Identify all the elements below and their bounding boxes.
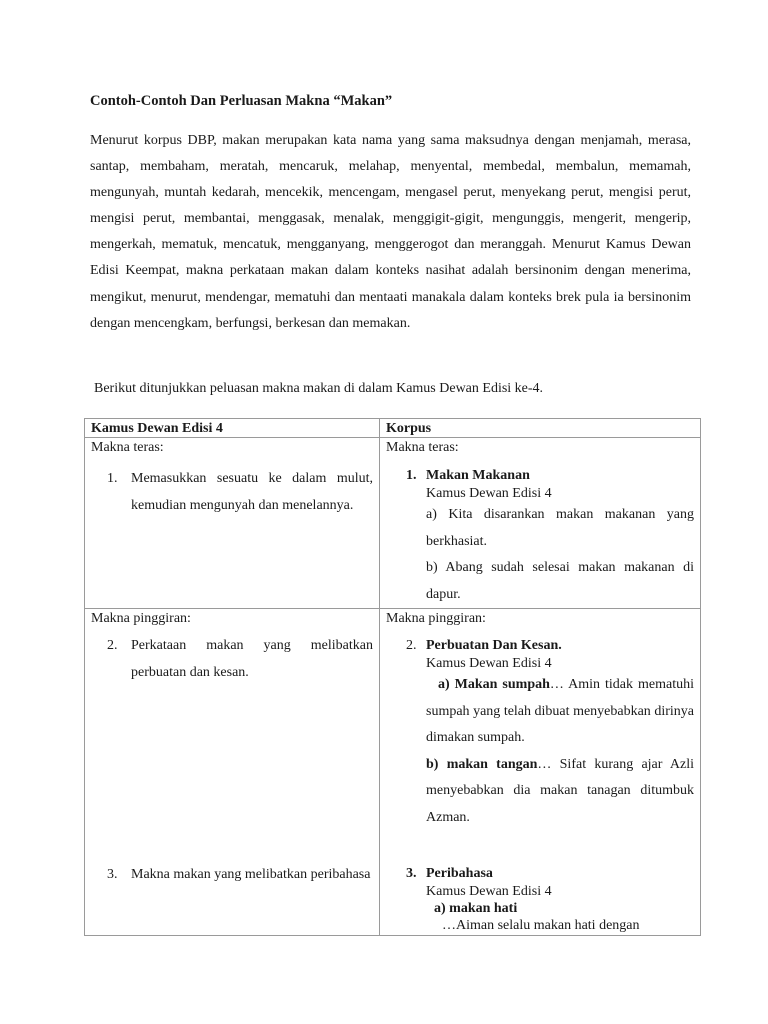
cell-peripheral-korpus (380, 609, 701, 936)
definition-text: Memasukkan sesuatu ke dalam mulut, kemudian mengunyah dan menelannya. (131, 471, 373, 513)
list-number: 2. (406, 638, 417, 653)
example-c-text: …Aiman selalu makan hati dengan (442, 918, 640, 933)
source-label: Kamus Dewan Edisi 4 (426, 884, 552, 899)
list-number: 1. (406, 468, 417, 483)
list-number: 1. (107, 471, 118, 486)
example-a: a) Kita disarankan makan makanan yang berkhasiat. (426, 507, 694, 549)
body-paragraph: Menurut korpus DBP, makan merupakan kata nama yang sama maksudnya dengan menjamah, merasa, santap, membaham, meratah, mencaruk, melahap, menyental, membedal, membalun, memamah, mengunyah, muntah kedarah, mencekik, mencengam, mengasel perut, menyekang perut, mengisi perut, mengisi perut, membantai, menggasak, menalak, menggigit-gigit, mengunggis, mengerit, mengerip, mengerkah, mematuk, mencatuk, mengganyang, menggerogot dan meranggah. Menurut Kamus Dewan Edisi Keempat, makna perkataan makan dalam konteks nasihat adalah bersinonim dengan menerima, mengikut, menurut, mendengar, mematuhi dan mentaati manakala dalam konteks brek pula ia bersinonim dengan mencengkam, berfungsi, berkesan dan memakan. (90, 133, 691, 331)
header-kamus-dewan: Kamus Dewan Edisi 4 (85, 419, 380, 438)
example-b: b) Abang sudah selesai makan makanan di dapur. (426, 560, 694, 602)
list-number: 3. (107, 867, 118, 882)
example-b (386, 752, 694, 832)
cell-core-korpus (380, 438, 701, 609)
source-label: Kamus Dewan Edisi 4 (426, 486, 552, 501)
example-heading (386, 865, 694, 883)
example-label: b) makan tangan (426, 756, 538, 772)
heading-text: Peribahasa (426, 866, 493, 881)
peripheral-definition-3 (91, 862, 373, 889)
definition-text: Perkataan makan yang melibatkan perbuatan dan kesan. (131, 638, 373, 680)
table-row (85, 438, 701, 609)
cell-peripheral-kamus (85, 609, 380, 936)
source-label: Kamus Dewan Edisi 4 (426, 656, 552, 671)
example-c-label: a) makan hati (434, 901, 518, 916)
meaning-table (84, 418, 701, 936)
peripheral-caption: Makna pinggiran: (386, 611, 486, 626)
heading-text: Perbuatan Dan Kesan. (426, 638, 562, 653)
table-row (85, 609, 701, 936)
example-heading (386, 637, 694, 655)
header-korpus: Korpus (380, 419, 701, 438)
peripheral-definition-2 (91, 633, 373, 686)
example-heading (386, 467, 694, 485)
example-label: a) Makan sumpah (438, 677, 550, 692)
peripheral-caption: Makna pinggiran: (91, 611, 191, 626)
core-definition (91, 466, 373, 519)
cell-core-kamus (85, 438, 380, 609)
page-title: Contoh-Contoh Dan Perluasan Makna “Makan” (90, 93, 393, 109)
core-caption: Makna teras: (91, 440, 164, 455)
table-header-row (85, 419, 701, 438)
example-text: … Amin tidak mematuhi sumpah yang telah dibuat menyebabkan dirinya dimakan sumpah. (426, 677, 694, 745)
example-a (386, 672, 694, 752)
list-number: 2. (107, 638, 118, 653)
list-number: 3. (406, 866, 417, 881)
intro-sentence: Berikut ditunjukkan peluasan makna makan di dalam Kamus Dewan Edisi ke-4. (94, 381, 544, 396)
example-text: … Sifat kurang ajar Azli menyebabkan dia makan tanagan ditumbuk Azman. (426, 756, 694, 825)
definition-text: Makna makan yang melibatkan peribahasa (131, 867, 371, 882)
core-caption: Makna teras: (386, 440, 459, 455)
heading-text: Makan Makanan (426, 468, 530, 483)
